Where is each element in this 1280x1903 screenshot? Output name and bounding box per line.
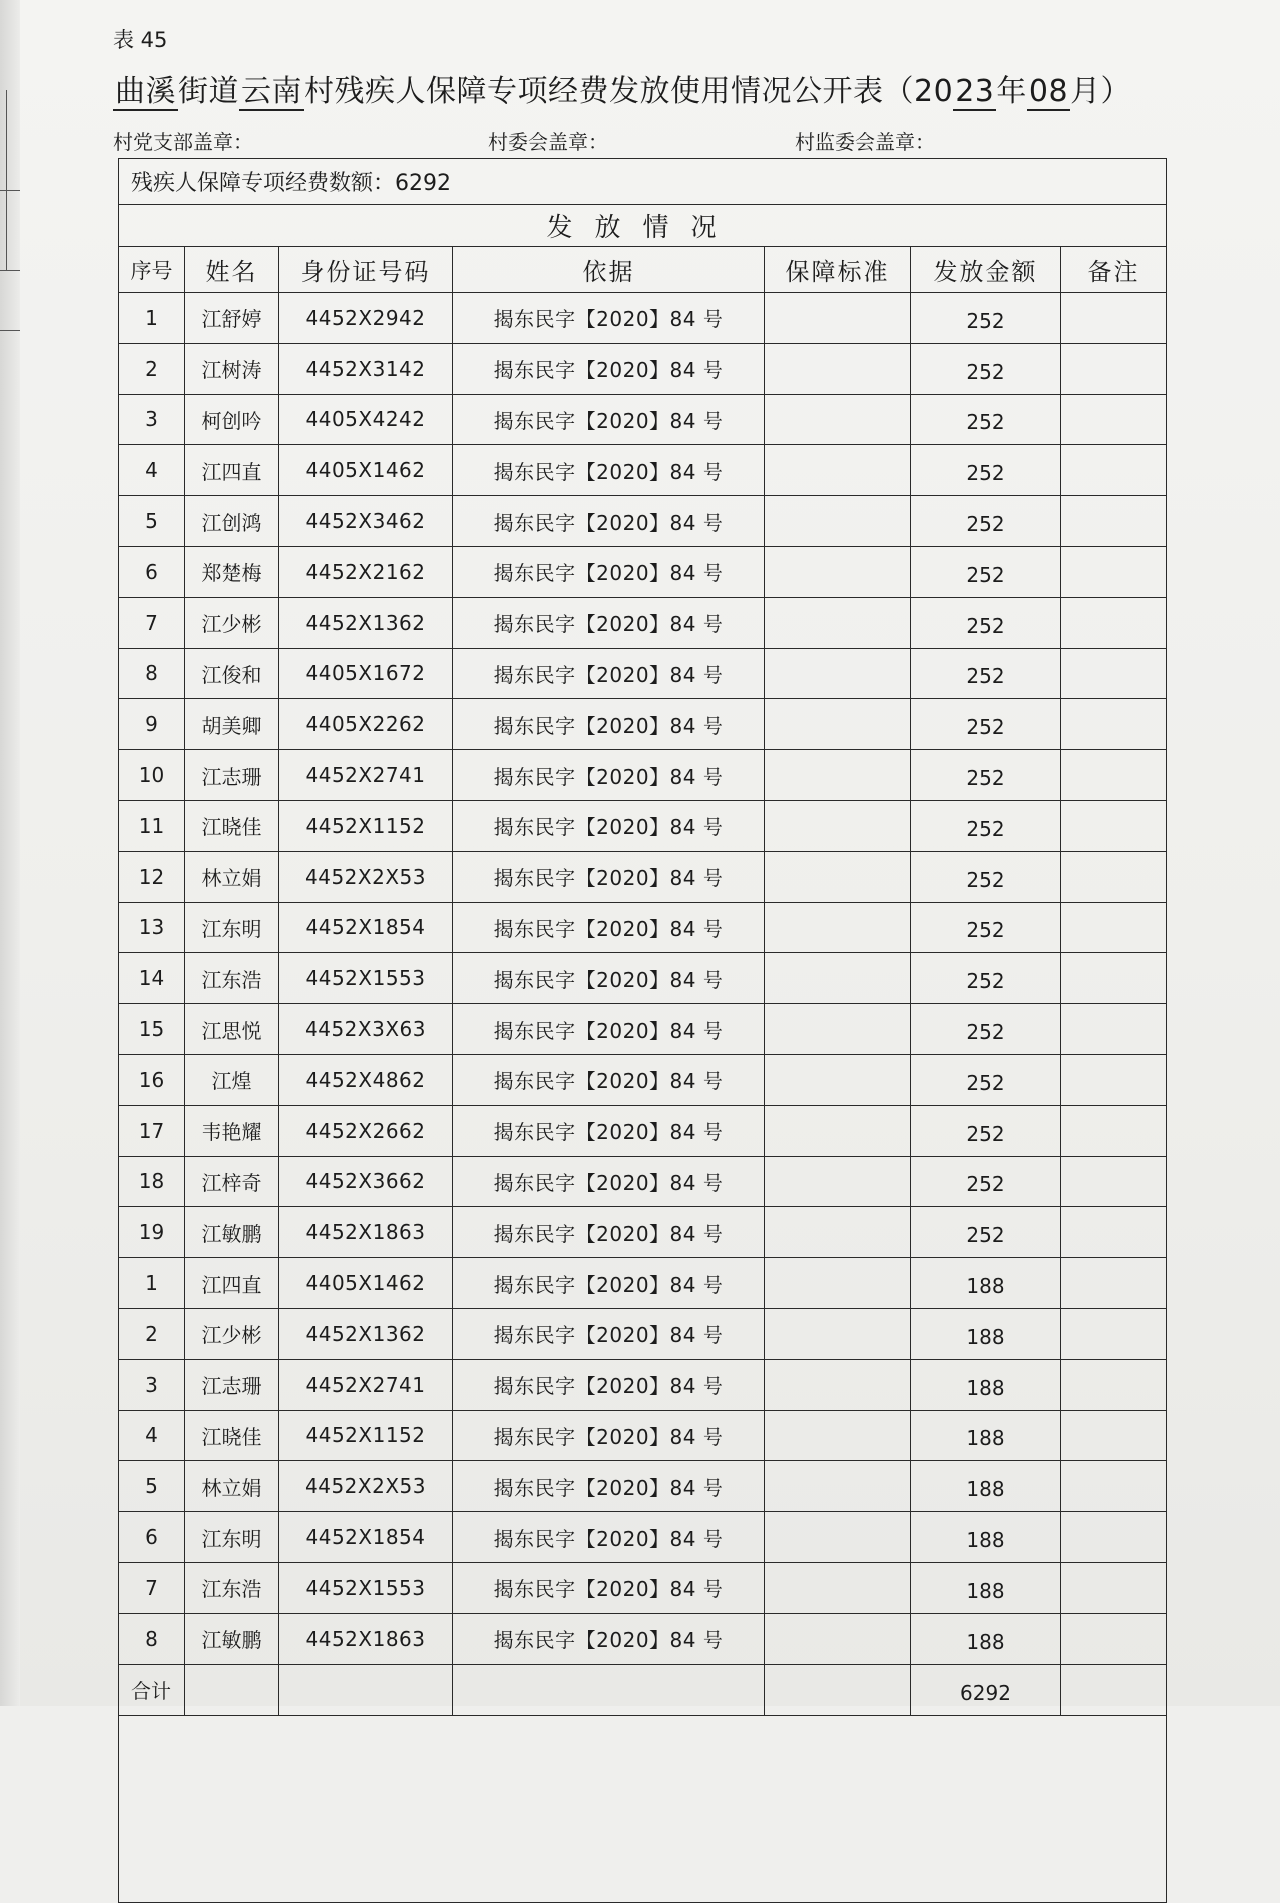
cell-amount: 252	[911, 546, 1061, 597]
cell-note	[1061, 496, 1167, 547]
cell-amount: 188	[911, 1308, 1061, 1359]
amount-row	[119, 159, 1167, 205]
committee-stamp-label: 村委会盖章：	[488, 130, 608, 154]
cell-id: 4452X1553	[279, 1562, 453, 1613]
cell-basis: 揭东民字【2020】84 号	[453, 445, 765, 496]
cell-name: 江东浩	[185, 953, 279, 1004]
cell-name: 江东明	[185, 902, 279, 953]
title-town: 曲溪	[115, 74, 176, 109]
cell-basis: 揭东民字【2020】84 号	[453, 343, 765, 394]
cell-no: 6	[119, 546, 185, 597]
cell-name: 林立娟	[185, 1461, 279, 1512]
cell-standard	[765, 445, 911, 496]
header-basis: 依据	[453, 247, 765, 293]
table-row	[119, 750, 1167, 801]
cell-amount: 252	[911, 1105, 1061, 1156]
cell-basis: 揭东民字【2020】84 号	[453, 394, 765, 445]
cell-name: 江敏鹏	[185, 1613, 279, 1664]
cell-id: 4405X4242	[279, 394, 453, 445]
cell-standard	[765, 1207, 911, 1258]
table-row	[119, 800, 1167, 851]
edge-tick	[0, 270, 20, 271]
table-row	[119, 648, 1167, 699]
cell-standard	[765, 546, 911, 597]
cell-basis: 揭东民字【2020】84 号	[453, 1512, 765, 1563]
cell-name: 江创鸿	[185, 496, 279, 547]
table-row	[119, 1105, 1167, 1156]
blank-footer-cell	[119, 1715, 1167, 1902]
cell-no: 6	[119, 1512, 185, 1563]
cell-name: 江舒婷	[185, 293, 279, 344]
cell-no: 7	[119, 597, 185, 648]
cell-id: 4452X2162	[279, 546, 453, 597]
cell-id: 4452X1863	[279, 1207, 453, 1258]
cell-standard	[765, 1562, 911, 1613]
cell-note	[1061, 699, 1167, 750]
cell-id: 4452X2X53	[279, 1461, 453, 1512]
cell-id: 4452X2741	[279, 750, 453, 801]
cell-no: 3	[119, 1359, 185, 1410]
cell-basis: 揭东民字【2020】84 号	[453, 1308, 765, 1359]
cell-note	[1061, 1258, 1167, 1309]
title-street-word: 街道	[178, 74, 239, 109]
cell-standard	[765, 597, 911, 648]
cell-basis: 揭东民字【2020】84 号	[453, 1359, 765, 1410]
cell-no: 10	[119, 750, 185, 801]
table-row	[119, 1308, 1167, 1359]
total-blank	[185, 1664, 279, 1715]
cell-standard	[765, 648, 911, 699]
disbursement-table	[118, 158, 1167, 1903]
table-row	[119, 902, 1167, 953]
table-row	[119, 1613, 1167, 1664]
edge-tick	[0, 330, 20, 331]
cell-no: 18	[119, 1156, 185, 1207]
cell-no: 16	[119, 1054, 185, 1105]
cell-note	[1061, 1562, 1167, 1613]
cell-note	[1061, 1613, 1167, 1664]
title-year: 23	[955, 74, 995, 109]
cell-name: 江四直	[185, 445, 279, 496]
cell-no: 12	[119, 851, 185, 902]
blank-footer-row	[119, 1715, 1167, 1902]
cell-id: 4452X1863	[279, 1613, 453, 1664]
cell-note	[1061, 1410, 1167, 1461]
cell-basis: 揭东民字【2020】84 号	[453, 851, 765, 902]
total-row	[119, 1664, 1167, 1715]
cell-basis: 揭东民字【2020】84 号	[453, 597, 765, 648]
cell-basis: 揭东民字【2020】84 号	[453, 1207, 765, 1258]
cell-amount: 252	[911, 902, 1061, 953]
cell-no: 19	[119, 1207, 185, 1258]
section-row	[119, 205, 1167, 247]
cell-basis: 揭东民字【2020】84 号	[453, 1258, 765, 1309]
table-row	[119, 1512, 1167, 1563]
cell-basis: 揭东民字【2020】84 号	[453, 699, 765, 750]
cell-no: 7	[119, 1562, 185, 1613]
cell-standard	[765, 343, 911, 394]
cell-no: 3	[119, 394, 185, 445]
cell-amount: 188	[911, 1258, 1061, 1309]
total-label: 合计	[119, 1664, 185, 1715]
cell-note	[1061, 1156, 1167, 1207]
cell-amount: 252	[911, 699, 1061, 750]
cell-id: 4405X1672	[279, 648, 453, 699]
adjacent-page-edge	[0, 0, 20, 1706]
header-name: 姓名	[185, 247, 279, 293]
cell-note	[1061, 445, 1167, 496]
cell-name: 江少彬	[185, 597, 279, 648]
title-village: 云南	[241, 74, 302, 109]
cell-note	[1061, 546, 1167, 597]
cell-no: 1	[119, 293, 185, 344]
cell-basis: 揭东民字【2020】84 号	[453, 902, 765, 953]
cell-no: 4	[119, 1410, 185, 1461]
cell-no: 8	[119, 1613, 185, 1664]
cell-standard	[765, 750, 911, 801]
cell-no: 2	[119, 343, 185, 394]
cell-amount: 252	[911, 750, 1061, 801]
cell-amount: 252	[911, 648, 1061, 699]
cell-basis: 揭东民字【2020】84 号	[453, 546, 765, 597]
cell-note	[1061, 1512, 1167, 1563]
cell-standard	[765, 1054, 911, 1105]
cell-basis: 揭东民字【2020】84 号	[453, 1613, 765, 1664]
header-note: 备注	[1061, 247, 1167, 293]
amount-line: 残疾人保障专项经费数额：6292	[119, 159, 1167, 205]
cell-id: 4452X3462	[279, 496, 453, 547]
header-amount: 发放金额	[911, 247, 1061, 293]
cell-basis: 揭东民字【2020】84 号	[453, 953, 765, 1004]
cell-id: 4405X2262	[279, 699, 453, 750]
cell-id: 4405X1462	[279, 445, 453, 496]
table-row	[119, 1410, 1167, 1461]
table-row	[119, 445, 1167, 496]
cell-note	[1061, 648, 1167, 699]
cell-amount: 188	[911, 1562, 1061, 1613]
cell-amount: 252	[911, 1054, 1061, 1105]
party-stamp-label: 村党支部盖章：	[113, 130, 253, 154]
cell-amount: 252	[911, 597, 1061, 648]
cell-standard	[765, 800, 911, 851]
cell-basis: 揭东民字【2020】84 号	[453, 750, 765, 801]
cell-standard	[765, 1156, 911, 1207]
cell-note	[1061, 1207, 1167, 1258]
title-month: 08	[1028, 74, 1069, 109]
edge-tick	[0, 190, 20, 191]
cell-amount: 252	[911, 800, 1061, 851]
header-standard: 保障标准	[765, 247, 911, 293]
cell-no: 13	[119, 902, 185, 953]
cell-basis: 揭东民字【2020】84 号	[453, 1562, 765, 1613]
cell-basis: 揭东民字【2020】84 号	[453, 1054, 765, 1105]
section-title: 发放情况	[119, 205, 1167, 247]
cell-note	[1061, 902, 1167, 953]
cell-note	[1061, 1359, 1167, 1410]
title-middle: 村残疾人保障专项经费发放使用情况公开表（20	[304, 74, 954, 109]
cell-name: 江敏鹏	[185, 1207, 279, 1258]
cell-no: 15	[119, 1004, 185, 1055]
table-row	[119, 953, 1167, 1004]
cell-name: 江四直	[185, 1258, 279, 1309]
table-row	[119, 496, 1167, 547]
cell-id: 4452X2741	[279, 1359, 453, 1410]
cell-note	[1061, 1054, 1167, 1105]
cell-no: 2	[119, 1308, 185, 1359]
cell-amount: 188	[911, 1461, 1061, 1512]
cell-name: 江思悦	[185, 1004, 279, 1055]
cell-id: 4452X1854	[279, 902, 453, 953]
cell-name: 江东浩	[185, 1562, 279, 1613]
cell-id: 4452X1152	[279, 800, 453, 851]
cell-id: 4452X3142	[279, 343, 453, 394]
cell-basis: 揭东民字【2020】84 号	[453, 1105, 765, 1156]
cell-amount: 252	[911, 343, 1061, 394]
total-amount: 6292	[911, 1664, 1061, 1715]
cell-id: 4452X2662	[279, 1105, 453, 1156]
total-blank	[765, 1664, 911, 1715]
table-row	[119, 343, 1167, 394]
cell-id: 4452X2X53	[279, 851, 453, 902]
cell-note	[1061, 394, 1167, 445]
cell-id: 4452X1362	[279, 1308, 453, 1359]
cell-id: 4452X2942	[279, 293, 453, 344]
cell-id: 4452X3X63	[279, 1004, 453, 1055]
cell-name: 郑楚梅	[185, 546, 279, 597]
cell-note	[1061, 597, 1167, 648]
cell-no: 5	[119, 1461, 185, 1512]
cell-amount: 252	[911, 496, 1061, 547]
cell-name: 江梓奇	[185, 1156, 279, 1207]
cell-amount: 252	[911, 1004, 1061, 1055]
cell-name: 江东明	[185, 1512, 279, 1563]
cell-basis: 揭东民字【2020】84 号	[453, 648, 765, 699]
total-blank	[279, 1664, 453, 1715]
title-end: 月）	[1070, 74, 1132, 109]
cell-no: 14	[119, 953, 185, 1004]
cell-note	[1061, 1105, 1167, 1156]
cell-name: 江晓佳	[185, 1410, 279, 1461]
cell-amount: 252	[911, 394, 1061, 445]
cell-no: 4	[119, 445, 185, 496]
cell-no: 1	[119, 1258, 185, 1309]
table-row	[119, 1461, 1167, 1512]
table-row	[119, 1156, 1167, 1207]
cell-note	[1061, 800, 1167, 851]
cell-amount: 188	[911, 1359, 1061, 1410]
header-row	[119, 247, 1167, 293]
table-row	[119, 1004, 1167, 1055]
table-row	[119, 1207, 1167, 1258]
table-row	[119, 1258, 1167, 1309]
cell-standard	[765, 1258, 911, 1309]
cell-amount: 252	[911, 1207, 1061, 1258]
cell-id: 4452X1152	[279, 1410, 453, 1461]
cell-standard	[765, 1004, 911, 1055]
header-id: 身份证号码	[279, 247, 453, 293]
cell-standard	[765, 1613, 911, 1664]
table-row	[119, 394, 1167, 445]
cell-id: 4452X3662	[279, 1156, 453, 1207]
cell-amount: 188	[911, 1410, 1061, 1461]
cell-no: 5	[119, 496, 185, 547]
cell-standard	[765, 1105, 911, 1156]
cell-standard	[765, 1512, 911, 1563]
cell-note	[1061, 293, 1167, 344]
total-blank	[453, 1664, 765, 1715]
cell-standard	[765, 1461, 911, 1512]
table-row	[119, 851, 1167, 902]
cell-standard	[765, 1359, 911, 1410]
cell-note	[1061, 1461, 1167, 1512]
cell-amount: 252	[911, 293, 1061, 344]
table-row	[119, 1359, 1167, 1410]
cell-note	[1061, 953, 1167, 1004]
cell-no: 17	[119, 1105, 185, 1156]
cell-id: 4452X1854	[279, 1512, 453, 1563]
cell-basis: 揭东民字【2020】84 号	[453, 293, 765, 344]
cell-amount: 252	[911, 445, 1061, 496]
table-row	[119, 546, 1167, 597]
edge-line	[6, 90, 7, 270]
cell-basis: 揭东民字【2020】84 号	[453, 1156, 765, 1207]
title-year-word: 年	[996, 74, 1027, 109]
cell-standard	[765, 293, 911, 344]
cell-standard	[765, 902, 911, 953]
cell-id: 4452X4862	[279, 1054, 453, 1105]
cell-amount: 252	[911, 1156, 1061, 1207]
cell-no: 11	[119, 800, 185, 851]
cell-amount: 188	[911, 1512, 1061, 1563]
table-row	[119, 1054, 1167, 1105]
cell-standard	[765, 851, 911, 902]
cell-note	[1061, 343, 1167, 394]
cell-basis: 揭东民字【2020】84 号	[453, 496, 765, 547]
cell-name: 林立娟	[185, 851, 279, 902]
cell-standard	[765, 1410, 911, 1461]
cell-name: 江志珊	[185, 750, 279, 801]
cell-note	[1061, 1308, 1167, 1359]
cell-id: 4405X1462	[279, 1258, 453, 1309]
cell-name: 江俊和	[185, 648, 279, 699]
cell-note	[1061, 750, 1167, 801]
cell-name: 江煌	[185, 1054, 279, 1105]
cell-name: 江少彬	[185, 1308, 279, 1359]
cell-id: 4452X1553	[279, 953, 453, 1004]
cell-amount: 252	[911, 851, 1061, 902]
cell-standard	[765, 699, 911, 750]
cell-basis: 揭东民字【2020】84 号	[453, 1461, 765, 1512]
table-row	[119, 597, 1167, 648]
table-row	[119, 699, 1167, 750]
cell-name: 柯创吟	[185, 394, 279, 445]
cell-name: 江志珊	[185, 1359, 279, 1410]
cell-no: 8	[119, 648, 185, 699]
table-row	[119, 293, 1167, 344]
cell-standard	[765, 394, 911, 445]
supervision-stamp-label: 村监委会盖章：	[795, 130, 935, 154]
cell-name: 韦艳耀	[185, 1105, 279, 1156]
cell-note	[1061, 851, 1167, 902]
cell-name: 江树涛	[185, 343, 279, 394]
cell-amount: 188	[911, 1613, 1061, 1664]
cell-name: 江晓佳	[185, 800, 279, 851]
document-title	[113, 66, 1163, 110]
cell-standard	[765, 953, 911, 1004]
cell-basis: 揭东民字【2020】84 号	[453, 800, 765, 851]
total-blank	[1061, 1664, 1167, 1715]
cell-note	[1061, 1004, 1167, 1055]
cell-basis: 揭东民字【2020】84 号	[453, 1410, 765, 1461]
header-no: 序号	[119, 247, 185, 293]
cell-basis: 揭东民字【2020】84 号	[453, 1004, 765, 1055]
table-number: 表 45	[113, 28, 168, 52]
cell-standard	[765, 1308, 911, 1359]
table-row	[119, 1562, 1167, 1613]
cell-id: 4452X1362	[279, 597, 453, 648]
cell-standard	[765, 496, 911, 547]
cell-name: 胡美卿	[185, 699, 279, 750]
cell-no: 9	[119, 699, 185, 750]
cell-amount: 252	[911, 953, 1061, 1004]
